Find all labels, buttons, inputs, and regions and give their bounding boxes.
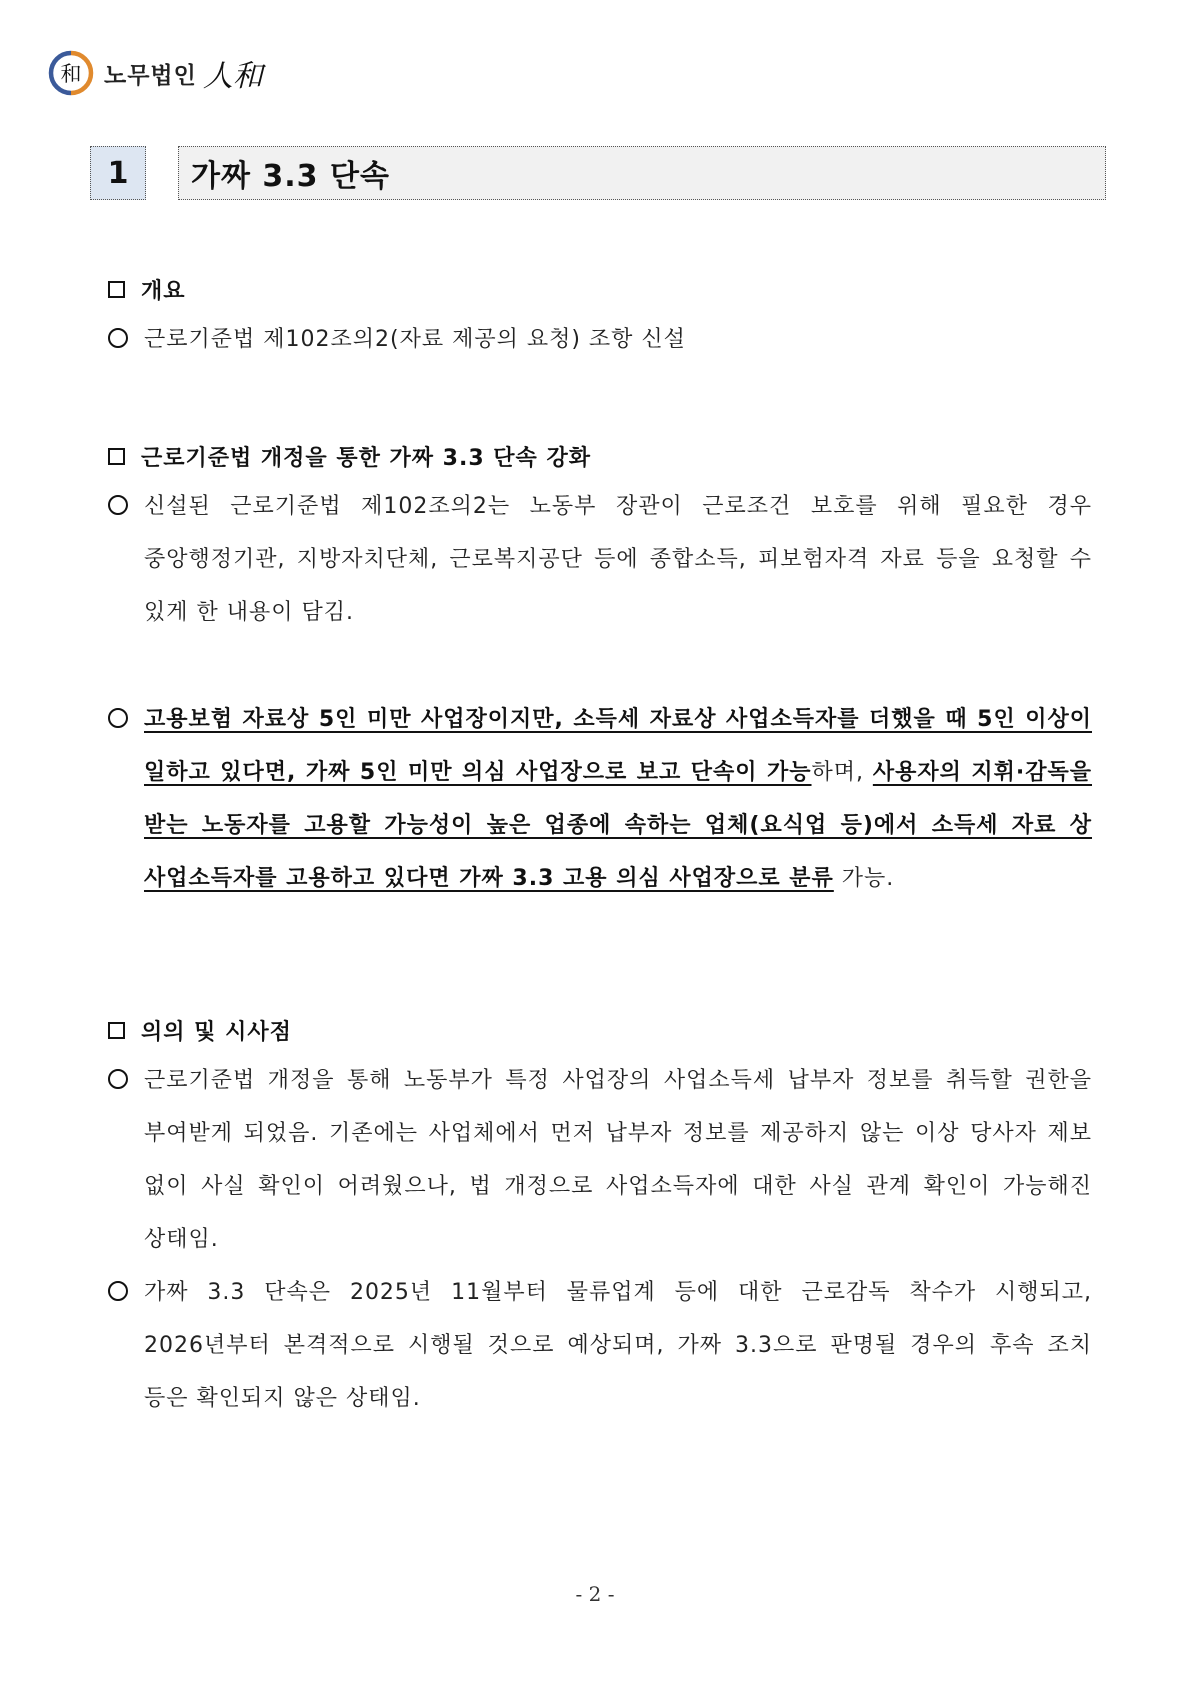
firm-name: 노무법인 (104, 62, 197, 89)
overview-item (108, 313, 1092, 366)
implications-heading (108, 1015, 292, 1046)
tail-text: 가능. (833, 866, 895, 891)
implications-heading-text: 의의 및 시사점 (141, 1020, 292, 1045)
page-number: - 2 - (575, 1582, 615, 1606)
implications-item-2 (108, 1266, 1092, 1425)
reinforcement-item-1 (108, 480, 1092, 639)
circle-bullet-icon (108, 495, 128, 515)
firm-logo-icon (48, 50, 94, 96)
overview-item-text: 근로기준법 제102조의2(자료 제공의 요청) 조항 신설 (144, 327, 686, 352)
square-bullet-icon (108, 448, 125, 465)
reinforcement-heading (108, 441, 591, 472)
section-number: 1 (90, 146, 146, 200)
logo-glyph: 和 (60, 62, 82, 86)
highlight-text-2: 사용자의 지휘·감독을 받는 노동자를 고용할 가능성이 높은 업종에 속하는 업체(요식업 등)에서 소득세 자료 상 사업소득자를 고용하고 있다면 가짜 3.3 고용 의심 사업장으로 분류 (144, 760, 1092, 891)
implications-item-1-text: 근로기준법 개정을 통해 노동부가 특정 사업장의 사업소득세 납부자 정보를 취득할 권한을 부여받게 되었음. 기존에는 사업체에서 먼저 납부자 정보를 제공하지 않는 이상 당사자 제보 없이 사실 확인이 어려웠으나, 법 개정으로 사업소득자에 대한 사실 관계 확인이 가능해진 상태임. (144, 1068, 1092, 1252)
reinforcement-item-2 (108, 693, 1092, 905)
implications-item-1 (108, 1054, 1092, 1266)
connector-text: 하며, (811, 760, 873, 785)
circle-bullet-icon (108, 328, 128, 348)
circle-bullet-icon (108, 1281, 128, 1301)
highlight-text-1: 고용보험 자료상 5인 미만 사업장이지만, 소득세 자료상 사업소득자를 더했을 때 5인 이상이 일하고 있다면, 가짜 5인 미만 의심 사업장으로 보고 단속이 가능 (144, 707, 1092, 785)
reinforcement-item-1-text: 신설된 근로기준법 제102조의2는 노동부 장관이 근로조건 보호를 위해 필요한 경우 중앙행정기관, 지방자치단체, 근로복지공단 등에 종합소득, 피보험자격 자료 등을 요청할 수 있게 한 내용이 담김. (144, 494, 1092, 625)
square-bullet-icon (108, 1022, 125, 1039)
reinforcement-heading-text: 근로기준법 개정을 통한 가짜 3.3 단속 강화 (141, 446, 591, 471)
section-title: 가짜 3.3 단속 (178, 146, 1106, 200)
implications-item-2-text: 가짜 3.3 단속은 2025년 11월부터 물류업계 등에 대한 근로감독 착수가 시행되고, 2026년부터 본격적으로 시행될 것으로 예상되며, 가짜 3.3으로 판명될 경우의 후속 조치 등은 확인되지 않은 상태임. (144, 1280, 1092, 1411)
overview-heading-text: 개요 (141, 279, 186, 304)
firm-hanja: 人和 (202, 59, 263, 94)
circle-bullet-icon (108, 708, 128, 728)
square-bullet-icon (108, 281, 125, 298)
overview-heading (108, 274, 186, 305)
circle-bullet-icon (108, 1069, 128, 1089)
document-header (48, 48, 263, 98)
